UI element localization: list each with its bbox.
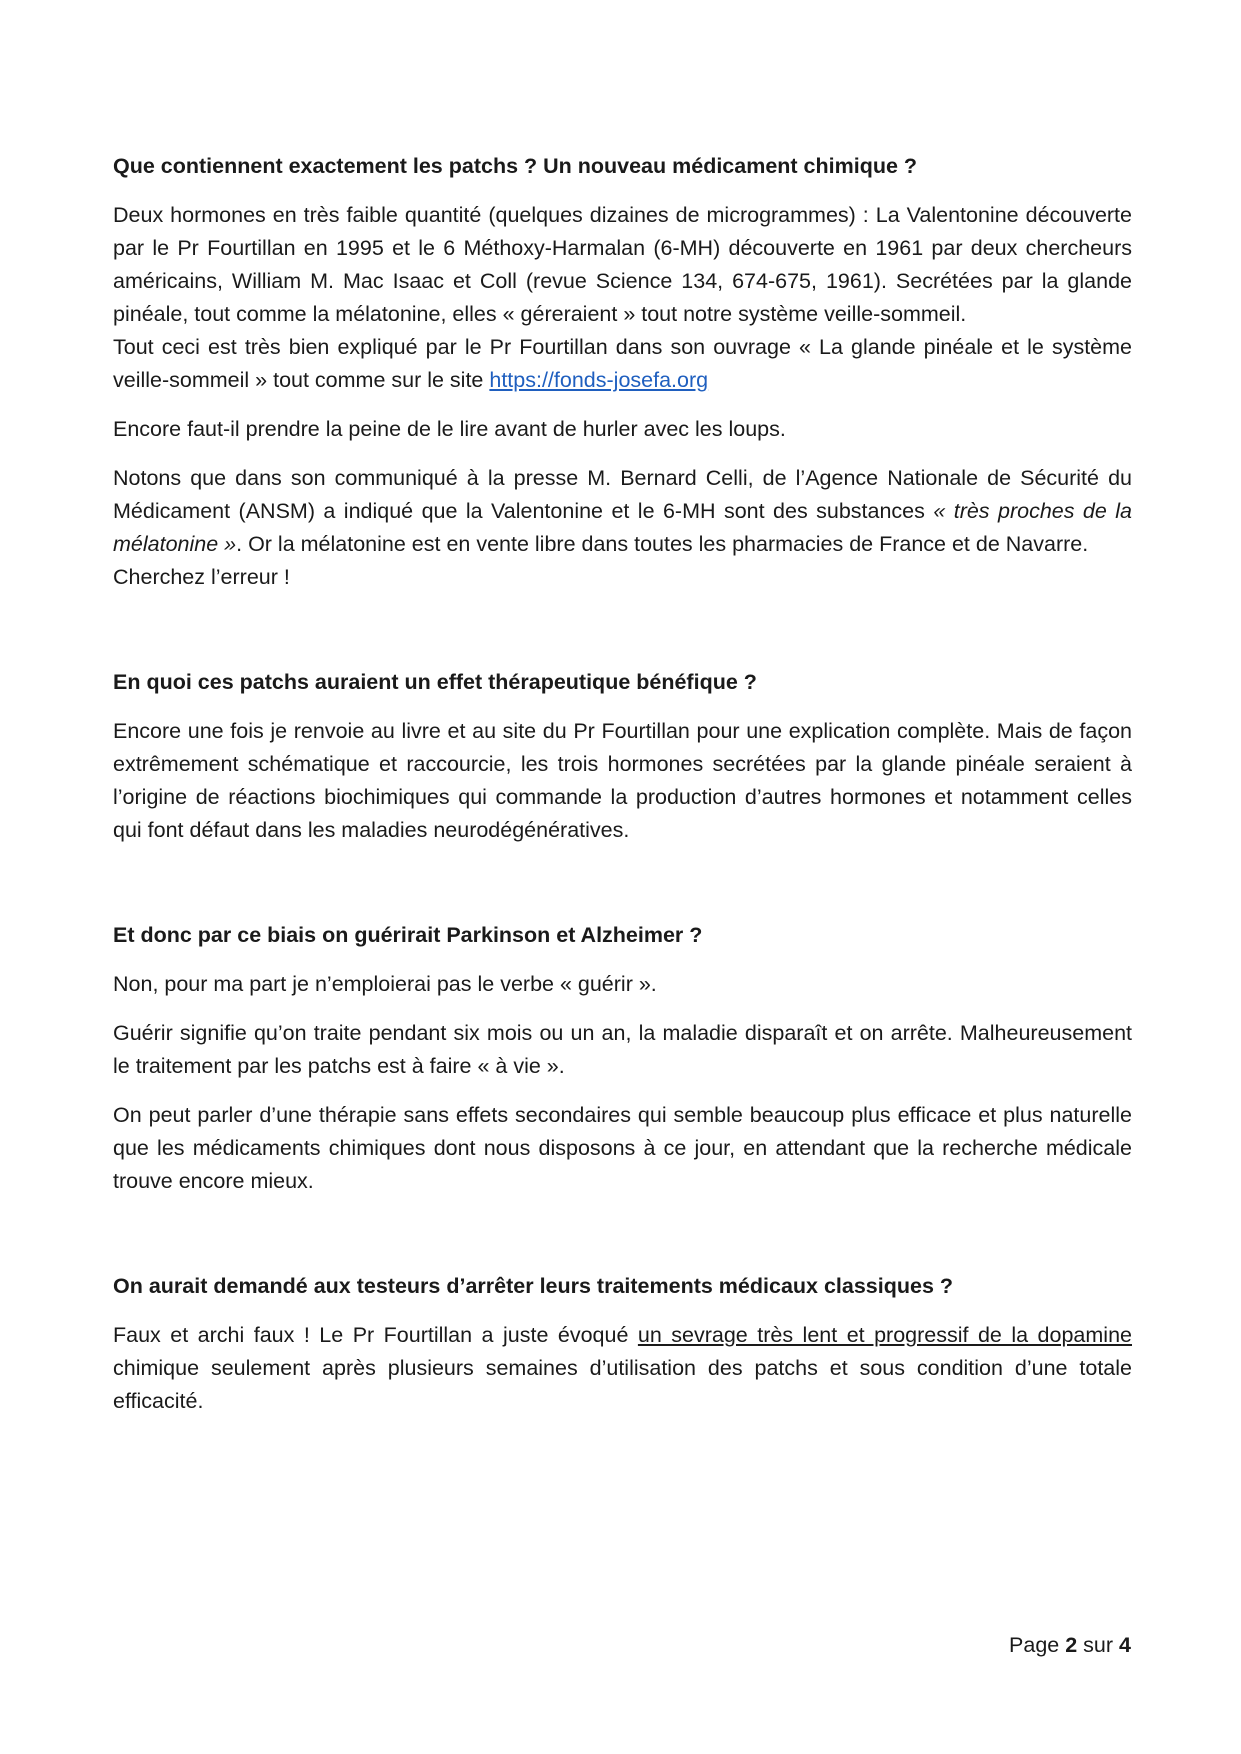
- page-footer: [1009, 1630, 1131, 1660]
- quoted-text: « très proches de la mélatonine »: [113, 499, 1132, 556]
- section-therapeutic-effect: [113, 666, 1132, 847]
- paragraph: Encore faut-il prendre la peine de le lire avant de hurler avec les loups.: [113, 417, 786, 441]
- section-heading: Que contiennent exactement les patchs ? Un nouveau médicament chimique ?: [113, 154, 918, 178]
- document-page: [113, 150, 1132, 1434]
- section-heading: On aurait demandé aux testeurs d’arrêter leurs traitements médicaux classiques ?: [113, 1274, 954, 1298]
- paragraph-text: Deux hormones en très faible quantité (quelques dizaines de microgrammes) : La Valentonine découverte par le Pr Fourtillan en 1995 et le 6 Méthoxy-Harmalan (6-MH) découverte en 1961 par deux chercheurs américains, William M. Mac Isaac et Coll (revue Science 134, 674-675, 1961). Secrétées par la glande pinéale, tout comme la mélatonine, elles « géreraient » tout notre système veille-sommeil.: [113, 203, 1132, 326]
- paragraph-text: . Or la mélatonine est en vente libre dans toutes les pharmacies de France et de Navarre.: [236, 532, 1089, 556]
- of-label: sur: [1077, 1633, 1120, 1657]
- paragraph: [113, 462, 1132, 594]
- page-label: Page: [1009, 1633, 1066, 1657]
- paragraph: [113, 199, 1132, 397]
- paragraph-text: Cherchez l’erreur !: [113, 565, 290, 589]
- underlined-text: un sevrage très lent et progressif de la dopamine: [637, 1323, 1132, 1347]
- paragraph: [113, 1319, 1132, 1418]
- paragraph-text: Notons que dans son communiqué à la presse M. Bernard Celli, de l’Agence Nationale de Sécurité du Médicament (ANSM) a indiqué que la Valentonine et le 6-MH sont des substances: [113, 466, 1132, 523]
- page-number: 2: [1065, 1633, 1078, 1657]
- section-heading: En quoi ces patchs auraient un effet thérapeutique bénéfique ?: [113, 670, 757, 694]
- paragraph: Non, pour ma part je n’emploierai pas le verbe « guérir ».: [113, 972, 657, 996]
- section-patch-contents: [113, 150, 1132, 594]
- section-stop-treatment: [113, 1270, 1132, 1418]
- paragraph: On peut parler d’une thérapie sans effets secondaires qui semble beaucoup plus efficace et plus naturelle que les médicaments chimiques dont nous disposons à ce jour, en attendant que la recherche médicale trouve encore mieux.: [113, 1103, 1132, 1193]
- fonds-josefa-link[interactable]: https://fonds-josefa.org: [489, 368, 709, 392]
- paragraph-text: Tout ceci est très bien expliqué par le Pr Fourtillan dans son ouvrage « La glande pinéale et le système veille-sommeil » tout comme sur le site: [113, 335, 1132, 392]
- paragraph-text: chimique seulement après plusieurs semaines d’utilisation des patchs et sous condition d’une totale efficacité.: [113, 1356, 1132, 1413]
- section-cure: [113, 919, 1132, 1198]
- section-heading: Et donc par ce biais on guérirait Parkinson et Alzheimer ?: [113, 923, 703, 947]
- paragraph: Guérir signifie qu’on traite pendant six mois ou un an, la maladie disparaît et on arrête. Malheureusement le traitement par les patchs est à faire « à vie ».: [113, 1021, 1132, 1078]
- paragraph: Encore une fois je renvoie au livre et au site du Pr Fourtillan pour une explication complète. Mais de façon extrêmement schématique et raccourcie, les trois hormones secrétées par la glande pinéale seraient à l’origine de réactions biochimiques qui commande la production d’autres hormones et notamment celles qui font défaut dans les maladies neurodégénératives.: [113, 719, 1132, 842]
- paragraph-text: Faux et archi faux ! Le Pr Fourtillan a juste évoqué: [113, 1323, 638, 1347]
- page-total: 4: [1119, 1633, 1131, 1657]
